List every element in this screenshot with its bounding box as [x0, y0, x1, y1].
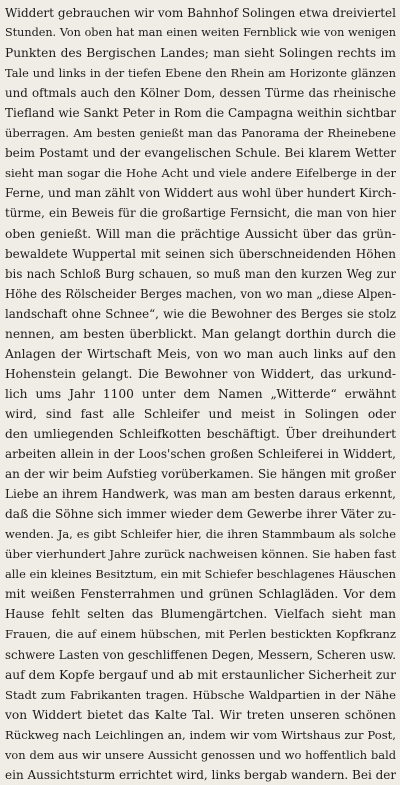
text-line: beim Postamt und der evangelischen Schule. Bei klarem Wetter [5, 146, 396, 161]
text-line: lich ums Jahr 1100 unter dem Namen „Witterde“ erwähnt [5, 386, 396, 401]
text-line: Rückweg nach Leichlingen an, indem wir vom Wirtshaus zur Post, [5, 727, 396, 742]
text-line: Tale und links in der tiefen Ebene den Rhein am Horizonte glänzen [5, 66, 396, 81]
text-line: den umliegenden Schleifkotten beschäftigt. Über dreihundert [5, 426, 396, 441]
text-line: landschaft ohne Schnee“, wie die Bewohner des Berges sie stolz [5, 306, 396, 321]
text-line: Stadt zum Fabrikanten tragen. Hübsche Waldpartien in der Nähe [5, 687, 396, 702]
text-line: Hohenstein gelangt. Die Bewohner von Widdert, das urkund- [5, 366, 396, 381]
text-line: schwere Lasten von geschliffenen Degen, Messern, Scheren usw. [5, 647, 396, 662]
text-line: Tiefland wie Sankt Peter in Rom die Campagna weithin sichtbar [5, 106, 396, 121]
text-line: türme, ein Beweis für die großartige Fernsicht, die man von hier [5, 206, 396, 221]
text-line: wenden. Ja, es gibt Schleifer hier, die ihren Stammbaum als solche [5, 527, 396, 542]
text-line: Höhe des Rölscheider Berges machen, von wo man „diese Alpen- [5, 286, 396, 301]
text-line: arbeiten allein in der Loos'schen großen Schleiferei in Widdert, [5, 447, 396, 462]
text-line: von dem aus wir unsere Aussicht genossen und wo hoffentlich bald [5, 747, 396, 762]
text-line: auf dem Kopfe bergauf und ab mit erstaunlicher Sicherheit zur [5, 667, 396, 682]
text-line: alle ein kleines Besitztum, ein mit Schiefer beschlagenes Häuschen [5, 567, 396, 582]
text-line: Widdert gebrauchen wir vom Bahnhof Solingen etwa dreiviertel [5, 6, 396, 20]
text-line: nennen, am besten überblickt. Man gelangt dorthin durch die [5, 326, 396, 341]
text-line: wird, sind fast alle Schleifer und meist in Solingen oder [5, 406, 396, 421]
text-line: Punkten des Bergischen Landes; man sieht Solingen rechts im [5, 46, 396, 61]
text-line: ein Aussichtsturm errichtet wird, links bergab wandern. Bei der [5, 767, 396, 782]
text-line: über vierhundert Jahre zurück nachweisen können. Sie haben fast [5, 547, 396, 562]
text-line: oben genießt. Will man die prächtige Aussicht über das grün- [5, 226, 396, 241]
text-line: an der wir beim Aufstieg vorüberkamen. Sie hängen mit großer [5, 467, 396, 482]
text-line: mit weißen Fensterrahmen und grünen Schlagläden. Vor dem [5, 587, 396, 602]
text-line: Hause fehlt selten das Blumengärtchen. Vielfach sieht man [5, 607, 396, 622]
text-line: Ferne, und man zählt von Widdert aus wohl über hundert Kirch- [5, 186, 396, 201]
text-line: bis nach Schloß Burg schauen, so muß man den kurzen Weg zur [5, 266, 396, 281]
text-line: überragen. Am besten genießt man das Panorama der Rheinebene [5, 126, 396, 141]
text-line: bewaldete Wuppertal mit seinen sich überschneidenden Höhen [5, 246, 396, 261]
text-line: Liebe an ihrem Handwerk, was man am besten daraus erkennt, [5, 487, 396, 502]
text-line: Stunden. Von oben hat man einen weiten Fernblick wie von wenigen [5, 26, 396, 40]
text-line: daß die Söhne sich immer wieder dem Gewerbe ihrer Väter zu- [5, 507, 396, 522]
text-line: von Widdert bietet das Kalte Tal. Wir treten unseren schönen [5, 707, 396, 722]
text-line: und oftmals auch den Kölner Dom, dessen Türme das rheinische [5, 86, 396, 101]
text-line: Anlagen der Wirtschaft Meis, von wo man auch links auf den [5, 346, 396, 361]
text-line: sieht man sogar die Hohe Acht und viele andere Eifelberge in der [5, 166, 396, 181]
text-line: Frauen, die auf einem hübschen, mit Perlen bestickten Kopfkranz [5, 627, 396, 642]
